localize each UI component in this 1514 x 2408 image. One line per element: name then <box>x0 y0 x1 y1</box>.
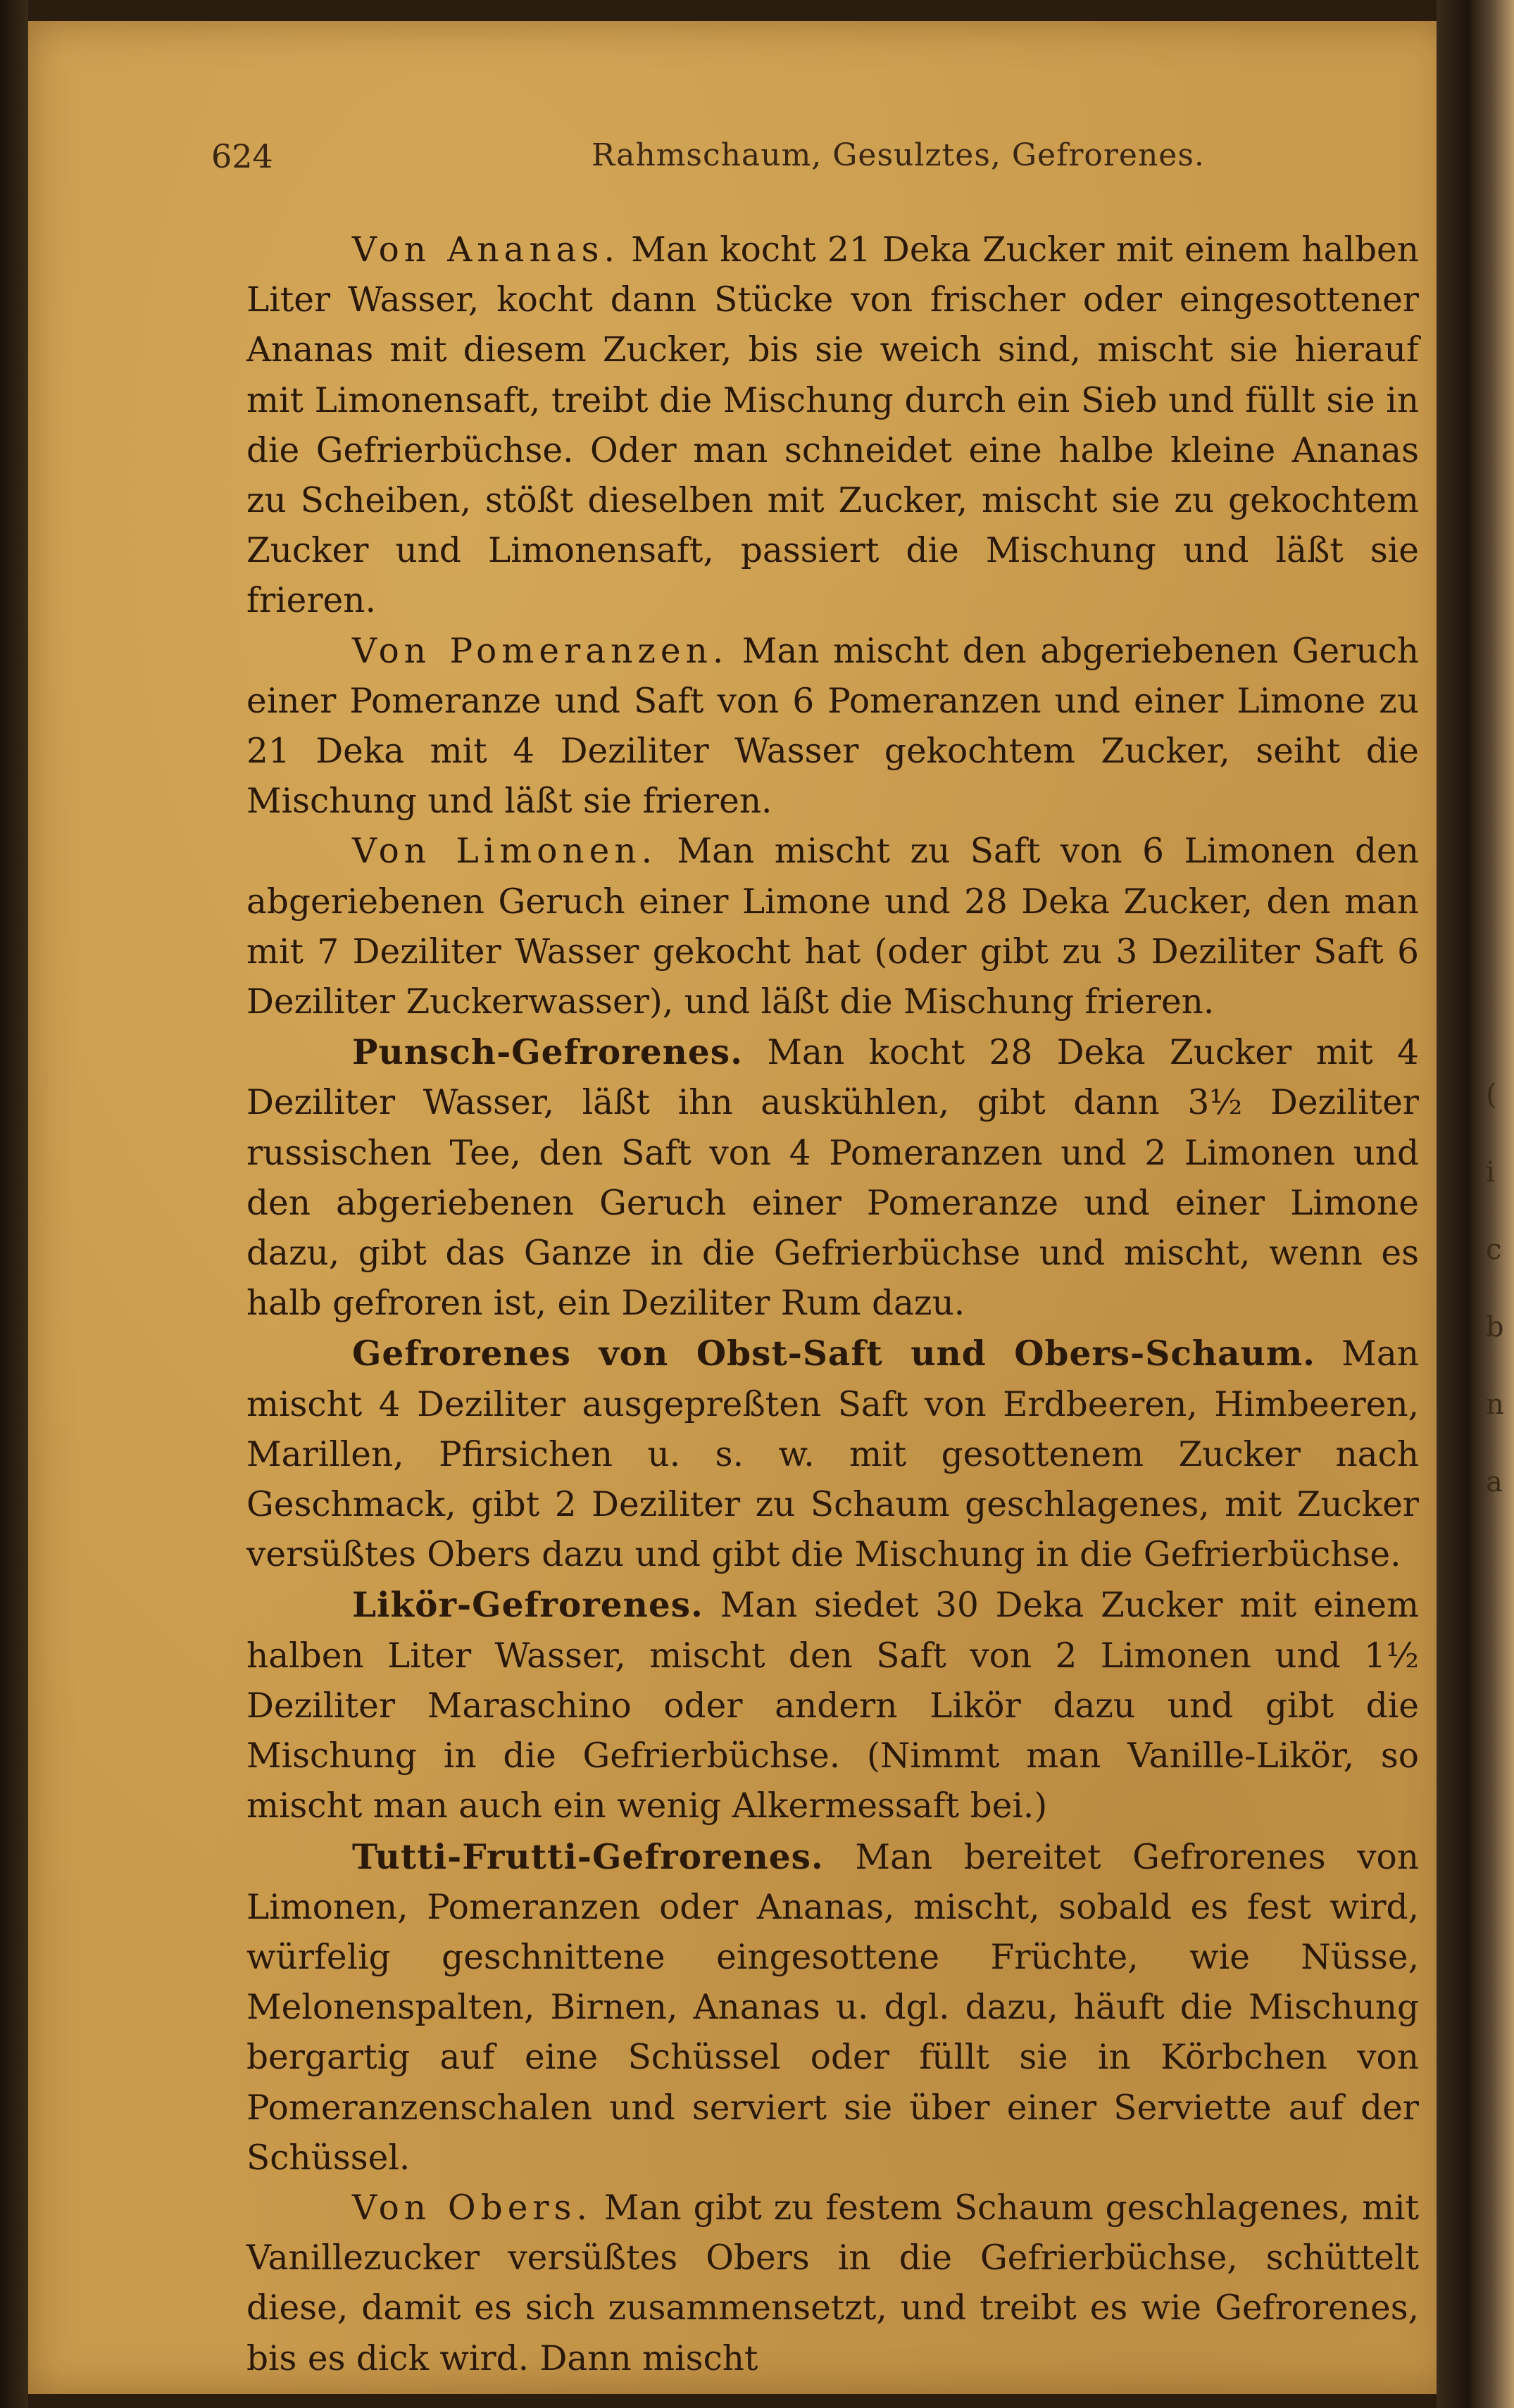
recipe-paragraph-obst-saft <box>246 1329 1419 1580</box>
recipe-paragraph-punsch <box>246 1027 1419 1329</box>
running-head: Rahmschaum, Gesulztes, Gefrorenes. <box>592 137 1205 173</box>
spine-fragment: ( <box>1486 1079 1497 1111</box>
spine-fragment: c <box>1486 1234 1502 1266</box>
recipe-text: Man mischt 4 Deziliter ausgepreßten Saft von Erdbeeren, Himbeeren, Marillen, Pfirsichen u. s. w. mit gesottenem Zucker nach Geschmack, gibt 2 Deziliter zu Schaum geschlagenes, mit Zucker versüßtes Obers dazu und gibt die Mischung in die Gefrierbüchse. <box>246 1334 1419 1575</box>
recipe-paragraph-pomeranzen <box>246 627 1419 827</box>
recipe-text: Man gibt zu festem Schaum geschlagenes, mit Vanillezucker versüßtes Obers in die Gefrierbüchse, schüttelt diese, damit es sich zusammensetzt, und treibt es wie Gefrorenes, bis es dick wird. Dann mischt <box>246 2188 1419 2378</box>
spine-fragment: a <box>1486 1466 1503 1498</box>
recipe-paragraph-ananas <box>246 225 1419 627</box>
scan-edge-left <box>0 0 28 2408</box>
recipe-label: Von Ananas. <box>352 230 620 270</box>
recipe-text: Man bereitet Gefrorenes von Limonen, Pomeranzen oder Ananas, mischt, sobald es fest wird, würfelig geschnittene eingesottene Früchte, wie Nüsse, Melonenspalten, Birnen, Ananas u. dgl. dazu, häuft die Mischung bergartig auf eine Schüssel oder füllt sie in Körbchen von Pomeranzenschalen und serviert sie über einer Serviette auf der Schüssel. <box>246 1837 1419 2178</box>
recipe-heading: Gefrorenes von Obst-Saft und Obers-Schaum. <box>352 1334 1316 1374</box>
recipe-text: Man siedet 30 Deka Zucker mit einem halben Liter Wasser, mischt den Saft von 2 Limonen und 1½ Deziliter Maraschino oder andern Likör dazu und gibt die Mischung in die Gefrierbüchse. (Nimmt man Vanille-Likör, so mischt man auch ein wenig Alkermessaft bei.) <box>246 1586 1419 1826</box>
recipe-label: Von Limonen. <box>352 832 657 872</box>
recipe-label: Von Obers. <box>352 2188 592 2228</box>
spine-fragment: b <box>1486 1311 1504 1343</box>
spine-text-fragments <box>1486 1056 1511 2183</box>
spine-fragment: i <box>1486 1156 1495 1189</box>
recipe-paragraph-tutti-frutti <box>246 1832 1419 2183</box>
spine-fragment: n <box>1486 1388 1504 1421</box>
recipe-paragraph-likoer <box>246 1580 1419 1831</box>
recipe-text: Man kocht 21 Deka Zucker mit einem halben Liter Wasser, kocht dann Stücke von frischer oder eingesottener Ananas mit diesem Zucker, bis sie weich sind, mischt sie hierauf mit Limonensaft, treibt die Mischung durch ein Sieb und füllt sie in die Gefrierbüchse. Oder man schneidet eine halbe kleine Ananas zu Scheiben, stößt dieselben mit Zucker, mischt sie zu gekochtem Zucker und Limonensaft, passiert die Mischung und läßt sie frieren. <box>246 230 1419 621</box>
recipe-heading: Tutti-Frutti-Gefrorenes. <box>352 1836 824 1877</box>
recipe-label: Von Pomeranzen. <box>352 631 729 671</box>
recipe-text: Man kocht 28 Deka Zucker mit 4 Deziliter Wasser, läßt ihn auskühlen, gibt dann 3½ Deziliter russischen Tee, den Saft von 4 Pomeranzen und 2 Limonen und den abgeriebenen Geruch einer Pomeranze und einer Limone dazu, gibt das Ganze in die Gefrierbüchse und mischt, wenn es halb gefroren ist, ein Deziliter Rum dazu. <box>246 1033 1419 1324</box>
page-number: 624 <box>211 137 273 175</box>
recipe-paragraph-limonen <box>246 827 1419 1027</box>
recipe-text: Man mischt den abgeriebenen Geruch einer Pomeranze und Saft von 6 Pomeranzen und einer Limone zu 21 Deka mit 4 Deziliter Wasser gekochtem Zucker, seiht die Mischung und läßt sie frieren. <box>246 631 1419 822</box>
body-text <box>246 225 1419 2384</box>
recipe-heading: Likör-Gefrorenes. <box>352 1585 703 1626</box>
recipe-heading: Punsch-Gefrorenes. <box>352 1032 743 1073</box>
recipe-paragraph-obers <box>246 2183 1419 2384</box>
page-header <box>211 137 1422 180</box>
recipe-text: Man mischt zu Saft von 6 Limonen den abgeriebenen Geruch einer Limone und 28 Deka Zucker, den man mit 7 Deziliter Wasser gekocht hat (oder gibt zu 3 Deziliter Saft 6 Deziliter Zuckerwasser), und läßt die Mischung frieren. <box>246 832 1419 1022</box>
